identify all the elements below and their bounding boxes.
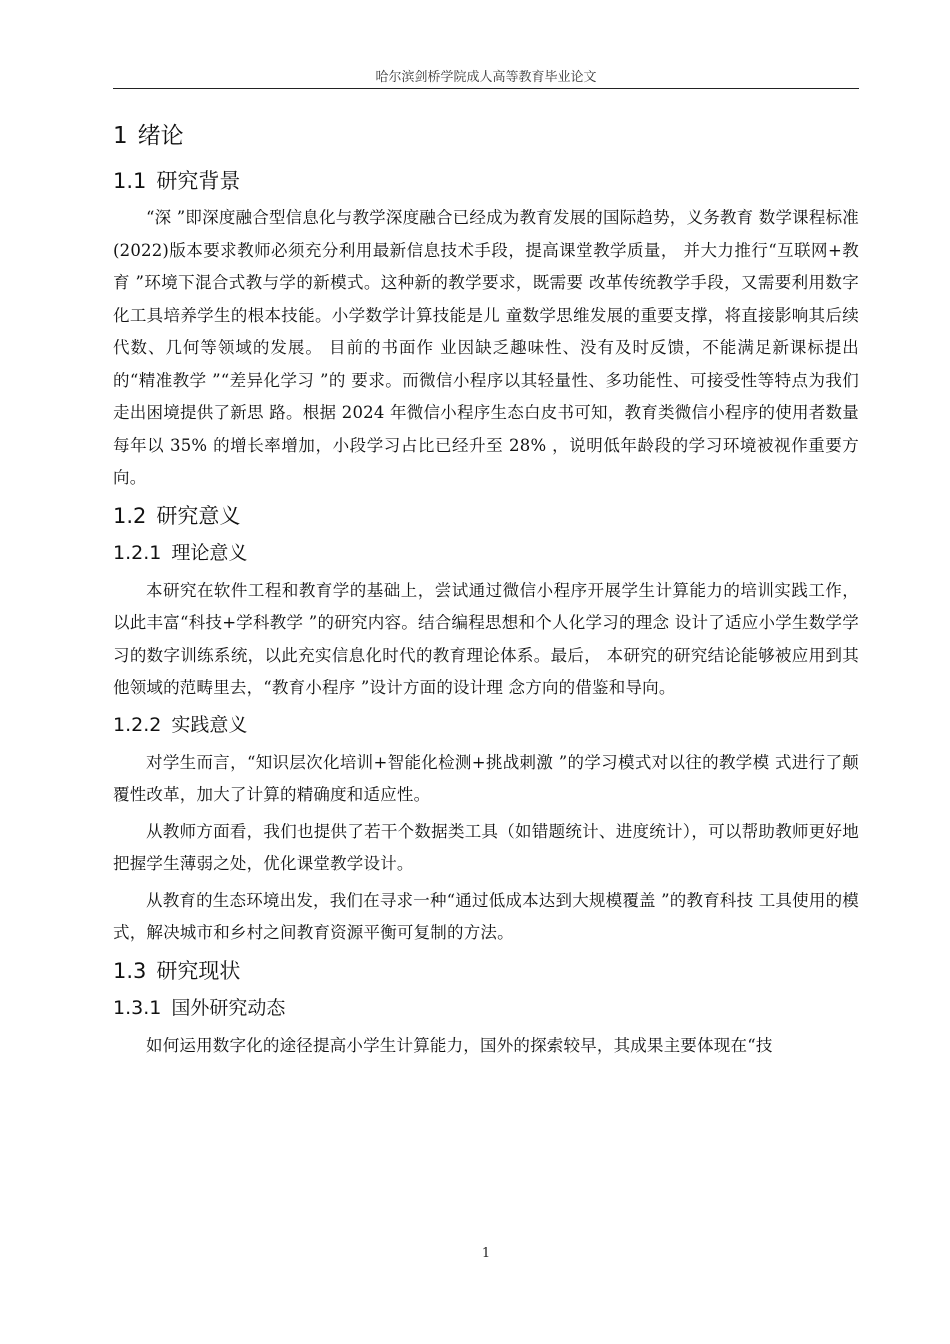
body-paragraph: 从教育的生态环境出发，我们在寻求一种“通过低成本达到大规模覆盖 ”的教育科技 工具使用的模式，解决城市和乡村之间教育资源平衡可复制的方法。 <box>113 890 859 942</box>
section-heading <box>113 954 859 988</box>
heading-title: 理论意义 <box>171 541 248 564</box>
heading-number: 1.2.2 <box>113 713 162 736</box>
page-number: 1 <box>481 1246 491 1261</box>
document-body <box>113 118 859 1066</box>
subsection-heading <box>113 709 859 741</box>
heading-number: 1.3.1 <box>113 996 162 1019</box>
heading-number: 1 <box>113 123 128 149</box>
heading-title: 实践意义 <box>171 713 248 736</box>
heading-title: 研究意义 <box>156 503 241 528</box>
heading-number: 1.1 <box>113 169 147 193</box>
body-paragraph: 本研究在软件工程和教育学的基础上，尝试通过微信小程序开展学生计算能力的培训实践工作，以此丰富“科技+学科教学 ”的研究内容。结合编程思想和个人化学习的理念 设计了适应小学生数学学习的数字训练系统，以此充实信息化时代的教育理论体系。最后， 本研究的研究结论能够被应用到其他领域的范畴里去，“教育小程序 ”设计方面的设计理 念方向的借鉴和导向。 <box>113 580 859 697</box>
header-rule <box>113 88 859 89</box>
subsection-heading <box>113 992 859 1024</box>
heading-title: 研究背景 <box>156 169 241 193</box>
section-heading <box>113 164 859 198</box>
body-paragraph: “深 ”即深度融合型信息化与教学深度融合已经成为教育发展的国际趋势，义务教育 数学课程标准(2022)版本要求教师必须充分利用最新信息技术手段，提高课堂教学质量， 并大力推行“互联网+教育 ”环境下混合式教与学的新模式。这种新的教学要求，既需要 改革传统教学手段，又需要利用数字化工具培养学生的根本技能。小学数学计算技能是儿 童数学思维发展的重要支撑，将直接影响其后续代数、几何等领域的发展。 目前的书面作 业因缺乏趣味性、没有及时反馈，不能满足新课标提出的“精准教学 ”“差异化学习 ”的 要求。而微信小程序以其轻量性、多功能性、可接受性等特点为我们走出困境提供了新思 路。根据 2024 年微信小程序生态白皮书可知，教育类微信小程序的使用者数量每年以 35% 的增长率增加，小段学习占比已经升至 28% ，说明低年龄段的学习环境被视作重要方向。 <box>113 208 859 487</box>
running-header: 哈尔滨剑桥学院成人高等教育毕业论文 <box>375 70 597 85</box>
heading-title: 绪论 <box>137 123 184 149</box>
body-paragraph: 对学生而言，“知识层次化培训+智能化检测+挑战刺激 ”的学习模式对以往的教学模 式进行了颠覆性改革，加大了计算的精确度和适应性。 <box>113 752 859 804</box>
subsection-heading <box>113 537 859 569</box>
heading-title: 研究现状 <box>156 958 241 983</box>
chapter-heading <box>113 118 859 154</box>
heading-title: 国外研究动态 <box>171 996 286 1019</box>
heading-number: 1.2 <box>113 503 147 528</box>
section-heading <box>113 499 859 533</box>
heading-number: 1.2.1 <box>113 541 162 564</box>
body-paragraph: 从教师方面看，我们也提供了若干个数据类工具（如错题统计、进度统计），可以帮助教师更好地把握学生薄弱之处，优化课堂教学设计。 <box>113 821 859 873</box>
body-paragraph: 如何运用数字化的途径提高小学生计算能力，国外的探索较早，其成果主要体现在“技 <box>146 1035 773 1055</box>
heading-number: 1.3 <box>113 958 147 983</box>
